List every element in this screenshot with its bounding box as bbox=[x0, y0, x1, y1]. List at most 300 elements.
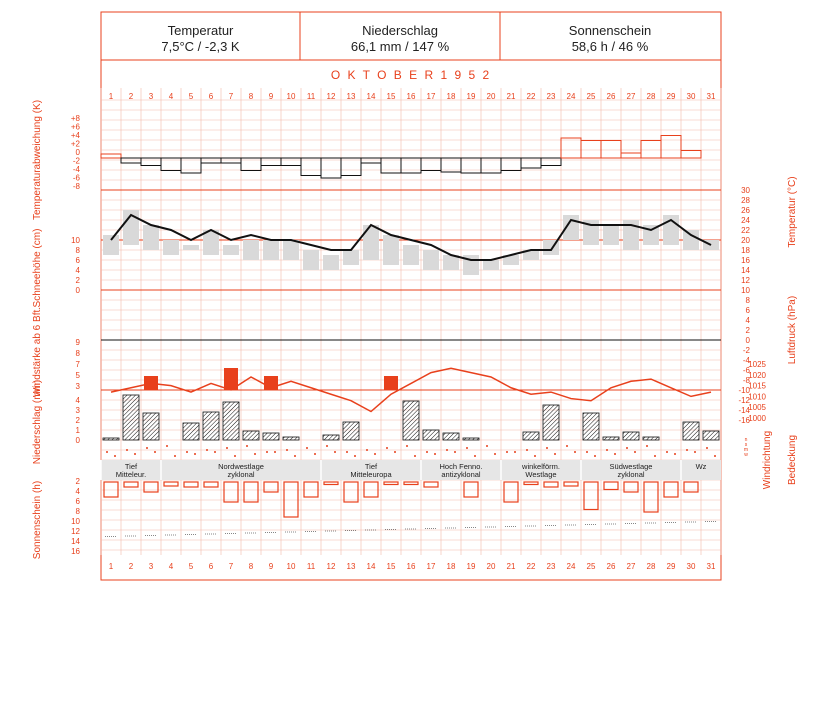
sunshine-bar bbox=[264, 482, 278, 492]
precip-tick: 4 bbox=[75, 396, 80, 405]
wind-dir-dot bbox=[254, 453, 256, 455]
precip-bar bbox=[203, 412, 219, 440]
day-label: 5 bbox=[188, 562, 194, 571]
wind-dir-dot bbox=[534, 455, 536, 457]
day-label: 30 bbox=[686, 92, 696, 101]
sunshine-bar bbox=[104, 482, 118, 497]
day-label: 28 bbox=[646, 92, 656, 101]
temp-range-bar bbox=[283, 240, 299, 260]
sunshine-bar bbox=[144, 482, 158, 492]
wind-dir-dot bbox=[354, 455, 356, 457]
day-label: 17 bbox=[426, 562, 436, 571]
anomaly-bar bbox=[101, 154, 121, 158]
cloud-dot bbox=[426, 451, 428, 453]
day-label: 8 bbox=[248, 92, 254, 101]
wind-dir-dot bbox=[234, 455, 236, 457]
day-label: 31 bbox=[706, 92, 716, 101]
day-label: 11 bbox=[306, 562, 316, 571]
precip-tick: 1 bbox=[75, 426, 80, 435]
month-title: O K T O B E R 1 9 5 2 bbox=[330, 68, 492, 82]
day-label: 24 bbox=[566, 92, 576, 101]
cloud-dot bbox=[266, 451, 268, 453]
day-label: 7 bbox=[228, 562, 234, 571]
day-label: 13 bbox=[346, 92, 356, 101]
anomaly-tick: +8 bbox=[70, 114, 80, 123]
temp-tick: -16 bbox=[738, 416, 750, 425]
weather-type-label: Mitteleur. bbox=[115, 470, 147, 479]
temp-tick: 8 bbox=[745, 296, 750, 305]
wind-tick: 8 bbox=[75, 349, 80, 358]
weather-type-label: antizyklonal bbox=[441, 470, 481, 479]
sun-tick: 4 bbox=[75, 487, 80, 496]
wind-dir-dot bbox=[694, 451, 696, 453]
sunshine-bar bbox=[584, 482, 598, 510]
cloud-axis-label: Bedeckung bbox=[787, 434, 798, 486]
anomaly-bar bbox=[681, 151, 701, 159]
wind-tick: 5 bbox=[75, 371, 80, 380]
precip-bar bbox=[323, 435, 339, 440]
cloud-dot bbox=[326, 445, 328, 447]
cloud-dot bbox=[526, 449, 528, 451]
cloud-dot bbox=[366, 449, 368, 451]
wind-dir-dot bbox=[674, 453, 676, 455]
header-temperature-value: 7,5°C / -2,3 K bbox=[161, 39, 240, 54]
pressure-tick: 1015 bbox=[748, 381, 766, 391]
temp-range-bar bbox=[423, 250, 439, 270]
sunshine-bar bbox=[324, 482, 338, 485]
cloud-dot bbox=[486, 445, 488, 447]
sunshine-bar bbox=[364, 482, 378, 497]
day-label: 25 bbox=[586, 92, 596, 101]
wind-dir-dot bbox=[134, 453, 136, 455]
wind-dir-dot bbox=[214, 451, 216, 453]
axis-labels bbox=[32, 68, 798, 571]
header-sunshine bbox=[500, 12, 720, 60]
anomaly-bar bbox=[361, 158, 381, 163]
temp-tick: 16 bbox=[741, 256, 750, 265]
day-label: 29 bbox=[666, 92, 676, 101]
day-label: 23 bbox=[546, 562, 556, 571]
day-label: 28 bbox=[646, 562, 656, 571]
wind-dir-dot bbox=[474, 455, 476, 457]
cloud-tick: m bbox=[743, 447, 749, 453]
precip-bar bbox=[643, 437, 659, 440]
wind-dir-dot bbox=[294, 455, 296, 457]
precip-bar bbox=[683, 422, 699, 440]
temp-right-axis-label: Temperatur (°C) bbox=[787, 176, 798, 248]
precip-bar bbox=[403, 401, 419, 440]
day-label: 6 bbox=[208, 92, 214, 101]
day-label: 4 bbox=[168, 562, 174, 571]
precip-bar bbox=[443, 433, 459, 440]
weather-type-label: Hoch Fenno. bbox=[439, 462, 483, 471]
cloud-dot bbox=[586, 451, 588, 453]
wind-dir-dot bbox=[594, 455, 596, 457]
day-label: 10 bbox=[286, 562, 296, 571]
temp-range-bar bbox=[343, 250, 359, 265]
sunshine-bar bbox=[504, 482, 518, 502]
sunshine-bar bbox=[384, 482, 398, 485]
temp-range-bar bbox=[403, 245, 419, 265]
sunshine-bar bbox=[604, 482, 618, 490]
snow-axis-label: Schneehöhe (cm) bbox=[32, 228, 43, 308]
anomaly-tick: 0 bbox=[75, 148, 80, 157]
sunshine-bar bbox=[304, 482, 318, 497]
anomaly-tick: -2 bbox=[72, 156, 80, 166]
temp-range-bar bbox=[683, 230, 699, 250]
precip-bar bbox=[423, 430, 439, 440]
wind-dir-dot bbox=[374, 453, 376, 455]
temp-tick: -14 bbox=[738, 406, 750, 415]
sun-tick: 12 bbox=[71, 527, 80, 536]
precip-bar bbox=[603, 437, 619, 440]
day-label: 2 bbox=[128, 562, 134, 571]
day-label: 26 bbox=[606, 562, 616, 571]
cloud-dot bbox=[506, 451, 508, 453]
temp-tick: 26 bbox=[741, 206, 750, 215]
anomaly-bar bbox=[561, 138, 581, 158]
temp-range-bar bbox=[143, 225, 159, 250]
temp-tick: 12 bbox=[741, 276, 750, 285]
cloud-dot bbox=[646, 445, 648, 447]
cloud-dot bbox=[706, 447, 708, 449]
cloud-dot bbox=[446, 449, 448, 451]
weather-type-label: Nordwestlage bbox=[218, 462, 264, 471]
header-sunshine-title: Sonnenschein bbox=[568, 23, 652, 38]
wind-dir-axis-label: Windrichtung bbox=[762, 430, 773, 490]
anomaly-bar bbox=[601, 141, 621, 159]
anomaly-bar bbox=[581, 141, 601, 159]
sun-tick: 16 bbox=[71, 547, 80, 556]
weather-type-label: Tief bbox=[364, 462, 378, 471]
day-label: 23 bbox=[546, 92, 556, 101]
anomaly-tick: +6 bbox=[70, 122, 80, 132]
precip-bar bbox=[583, 413, 599, 440]
temp-tick: 14 bbox=[741, 266, 750, 275]
sunshine-bar bbox=[644, 482, 658, 512]
temp-range-bar bbox=[303, 250, 319, 270]
sunshine-bar bbox=[544, 482, 558, 487]
wind-axis-label: Windstärke ab 6 Bft. bbox=[32, 306, 43, 398]
day-label: 18 bbox=[446, 562, 456, 571]
temp-range-bar bbox=[243, 240, 259, 260]
pressure-tick: 1005 bbox=[748, 403, 766, 413]
temp-tick: -2 bbox=[742, 346, 750, 355]
precip-tick: 0 bbox=[75, 436, 80, 445]
day-label: 7 bbox=[228, 92, 234, 101]
temp-range-bar bbox=[223, 245, 239, 255]
day-label: 26 bbox=[606, 92, 616, 101]
day-label: 25 bbox=[586, 562, 596, 571]
temp-tick: 0 bbox=[745, 336, 750, 345]
anomaly-bar bbox=[261, 158, 281, 166]
temp-range-bar bbox=[363, 225, 379, 260]
cloud-dot bbox=[666, 451, 668, 453]
day-label: 12 bbox=[326, 562, 336, 571]
weather-type-label: Westlage bbox=[525, 470, 557, 479]
temp-range-bar bbox=[383, 235, 399, 265]
precip-tick: 3 bbox=[75, 406, 80, 415]
temp-tick: 18 bbox=[741, 246, 750, 255]
temp-range-bar bbox=[323, 255, 339, 270]
day-label: 15 bbox=[386, 562, 396, 571]
precip-bar bbox=[123, 395, 139, 440]
anomaly-bar bbox=[281, 158, 301, 166]
temp-tick: 6 bbox=[745, 306, 750, 315]
cloud-dot bbox=[146, 447, 148, 449]
day-label: 15 bbox=[386, 92, 396, 101]
wind-dir-dot bbox=[414, 455, 416, 457]
cloud-dot bbox=[566, 445, 568, 447]
cloud-dot bbox=[386, 447, 388, 449]
sunshine-bar bbox=[664, 482, 678, 497]
weather-type-label: Tief bbox=[124, 462, 138, 471]
cloud-dot bbox=[546, 447, 548, 449]
cloud-dot bbox=[306, 447, 308, 449]
temp-anomaly-axis-label: Temperaturabweichung (K) bbox=[32, 99, 43, 221]
cloud-dot bbox=[166, 445, 168, 447]
cloud-tick: w bbox=[744, 452, 748, 458]
wind-dir-dot bbox=[314, 453, 316, 455]
sunshine-bar bbox=[124, 482, 138, 487]
precip-bar bbox=[343, 422, 359, 440]
temp-tick: 22 bbox=[741, 226, 750, 235]
cloud-dot bbox=[246, 445, 248, 447]
day-label: 14 bbox=[366, 92, 376, 101]
day-label: 4 bbox=[168, 92, 174, 101]
day-label: 30 bbox=[686, 562, 696, 571]
snow-tick: 4 bbox=[75, 266, 80, 275]
day-label: 11 bbox=[306, 92, 316, 101]
sunshine-bar bbox=[564, 482, 578, 486]
sunshine-bar bbox=[284, 482, 298, 517]
day-label: 21 bbox=[506, 92, 516, 101]
sunshine-bar bbox=[684, 482, 698, 492]
cloud-dot bbox=[286, 449, 288, 451]
day-label: 10 bbox=[286, 92, 296, 101]
temp-tick: 28 bbox=[741, 196, 750, 205]
wind-dir-dot bbox=[114, 455, 116, 457]
weather-type-label: Wz bbox=[695, 462, 707, 471]
temp-range-bar bbox=[263, 240, 279, 260]
wind-dir-dot bbox=[454, 451, 456, 453]
day-label: 9 bbox=[268, 562, 274, 571]
cloud-dot bbox=[186, 451, 188, 453]
precip-bar bbox=[283, 437, 299, 440]
temp-tick: -8 bbox=[742, 376, 750, 385]
wind-dir-dot bbox=[154, 451, 156, 453]
cloud-tick: n bbox=[744, 437, 748, 443]
day-label: 16 bbox=[406, 562, 416, 571]
cloud-dot bbox=[626, 447, 628, 449]
wind-dir-dot bbox=[614, 453, 616, 455]
pressure-tick: 1025 bbox=[748, 360, 766, 369]
precip-bar bbox=[143, 413, 159, 440]
wind-dir-dot bbox=[394, 451, 396, 453]
anomaly-tick: +4 bbox=[70, 131, 80, 140]
sun-tick: 6 bbox=[75, 497, 80, 506]
cloud-dot bbox=[126, 449, 128, 451]
cloud-dot bbox=[606, 449, 608, 451]
wind-bar bbox=[224, 368, 238, 390]
header-precipitation-value: 66,1 mm / 147 % bbox=[350, 39, 450, 54]
cloud-dot bbox=[346, 451, 348, 453]
day-label: 8 bbox=[248, 562, 254, 571]
wind-dir-dot bbox=[334, 451, 336, 453]
sunshine-bar bbox=[204, 482, 218, 487]
precip-bar bbox=[263, 433, 279, 440]
sunshine-bar bbox=[244, 482, 258, 502]
pressure-tick: 1010 bbox=[748, 392, 766, 402]
sun-tick: 10 bbox=[71, 517, 80, 526]
weather-type-label: Mitteleuropa bbox=[350, 470, 392, 479]
anomaly-bar bbox=[301, 158, 321, 176]
day-label: 22 bbox=[526, 562, 536, 571]
wind-dir-dot bbox=[714, 455, 716, 457]
header-precipitation bbox=[300, 12, 500, 60]
sunshine-bar bbox=[224, 482, 238, 502]
sunshine-bar bbox=[624, 482, 638, 492]
precip-bar bbox=[523, 432, 539, 440]
anomaly-bar bbox=[121, 158, 141, 163]
day-label: 29 bbox=[666, 562, 676, 571]
anomaly-bar bbox=[201, 158, 221, 163]
day-label: 3 bbox=[148, 562, 154, 571]
precip-axis-label: Niederschlag (mm) bbox=[32, 379, 43, 465]
temp-tick: 20 bbox=[741, 236, 750, 245]
anomaly-tick: -4 bbox=[72, 165, 80, 174]
day-label: 1 bbox=[108, 92, 114, 101]
day-label: 27 bbox=[626, 562, 636, 571]
day-label: 27 bbox=[626, 92, 636, 101]
wind-bar bbox=[144, 376, 158, 390]
precip-bar bbox=[223, 402, 239, 440]
header-temperature bbox=[101, 12, 300, 60]
anomaly-bar bbox=[541, 158, 561, 166]
day-label: 20 bbox=[486, 92, 496, 101]
anomaly-bar bbox=[521, 158, 541, 168]
day-label: 24 bbox=[566, 562, 576, 571]
temp-tick: 30 bbox=[741, 186, 750, 195]
sun-tick: 8 bbox=[75, 507, 80, 516]
precip-bar bbox=[243, 431, 259, 440]
precip-bar bbox=[463, 438, 479, 440]
day-label: 20 bbox=[486, 562, 496, 571]
precip-bar bbox=[103, 438, 119, 440]
sunshine-bar bbox=[164, 482, 178, 486]
anomaly-tick: +2 bbox=[70, 139, 80, 149]
pressure-axis-label: Luftdruck (hPa) bbox=[787, 295, 798, 365]
header-precipitation-title: Niederschlag bbox=[362, 23, 438, 38]
day-label: 12 bbox=[326, 92, 336, 101]
temp-tick: 10 bbox=[741, 286, 750, 295]
sunshine-bar bbox=[404, 482, 418, 485]
wind-dir-dot bbox=[634, 451, 636, 453]
day-label: 13 bbox=[346, 562, 356, 571]
snow-tick: 0 bbox=[75, 286, 80, 295]
temp-tick: 2 bbox=[745, 326, 750, 335]
precip-bar bbox=[703, 431, 719, 440]
sunshine-axis-label: Sonnenschein (h) bbox=[32, 480, 43, 560]
temp-range-bar bbox=[603, 225, 619, 245]
anomaly-bar bbox=[221, 158, 241, 163]
cloud-tick: s bbox=[744, 442, 748, 448]
weather-type-label: Südwestlage bbox=[609, 462, 653, 471]
anomaly-bar bbox=[641, 141, 661, 159]
temp-range-bar bbox=[163, 240, 179, 255]
precip-tick: 2 bbox=[75, 416, 80, 425]
snow-tick: 10 bbox=[71, 236, 80, 245]
wind-tick: 7 bbox=[75, 360, 80, 369]
pressure-tick: 1020 bbox=[748, 370, 766, 380]
anomaly-tick: -6 bbox=[72, 173, 80, 183]
sunshine-bar bbox=[524, 482, 538, 485]
day-label: 19 bbox=[466, 562, 476, 571]
wind-bar bbox=[264, 376, 278, 390]
wind-dir-dot bbox=[494, 453, 496, 455]
day-label: 17 bbox=[426, 92, 436, 101]
temp-range-bar bbox=[183, 245, 199, 250]
day-label: 31 bbox=[706, 562, 716, 571]
wind-tick: 3 bbox=[75, 382, 80, 391]
header-temperature-title: Temperatur bbox=[167, 23, 234, 38]
temp-tick: 24 bbox=[741, 216, 750, 225]
temp-tick: -12 bbox=[738, 396, 750, 405]
day-label: 6 bbox=[208, 562, 214, 571]
cloud-dot bbox=[106, 451, 108, 453]
day-label: 18 bbox=[446, 92, 456, 101]
snow-tick: 2 bbox=[75, 276, 80, 285]
snow-tick: 8 bbox=[75, 246, 80, 255]
sunshine-bar bbox=[344, 482, 358, 502]
day-label: 14 bbox=[366, 562, 376, 571]
temp-tick: -6 bbox=[742, 366, 750, 375]
cloud-dot bbox=[466, 447, 468, 449]
cloud-dot bbox=[406, 445, 408, 447]
day-label: 19 bbox=[466, 92, 476, 101]
day-label: 5 bbox=[188, 92, 194, 101]
wind-dir-dot bbox=[654, 455, 656, 457]
temp-tick: -10 bbox=[738, 386, 750, 395]
wind-dir-dot bbox=[274, 451, 276, 453]
temp-tick: -4 bbox=[742, 356, 750, 365]
temp-tick: 4 bbox=[745, 316, 750, 325]
day-label: 1 bbox=[108, 562, 114, 571]
temp-range-bar bbox=[103, 235, 119, 255]
wind-dir-dot bbox=[434, 453, 436, 455]
anomaly-bar bbox=[321, 158, 341, 178]
sunshine-bar bbox=[424, 482, 438, 487]
day-label: 9 bbox=[268, 92, 274, 101]
wind-dir-dot bbox=[194, 453, 196, 455]
anomaly-bar bbox=[141, 158, 161, 166]
weather-type-label: zyklonal bbox=[227, 470, 255, 479]
precip-bar bbox=[183, 423, 199, 440]
wind-dir-dot bbox=[574, 451, 576, 453]
cloud-dot bbox=[686, 449, 688, 451]
day-label: 2 bbox=[128, 92, 134, 101]
day-label: 16 bbox=[406, 92, 416, 101]
wind-dir-dot bbox=[174, 455, 176, 457]
temp-range-bar bbox=[483, 260, 499, 270]
cloud-dot bbox=[206, 449, 208, 451]
day-label: 21 bbox=[506, 562, 516, 571]
sunshine-bar bbox=[184, 482, 198, 487]
weather-type-label: winkelförm. bbox=[522, 462, 560, 471]
cloud-dot bbox=[226, 447, 228, 449]
wind-bar bbox=[384, 376, 398, 390]
precip-bar bbox=[623, 432, 639, 440]
